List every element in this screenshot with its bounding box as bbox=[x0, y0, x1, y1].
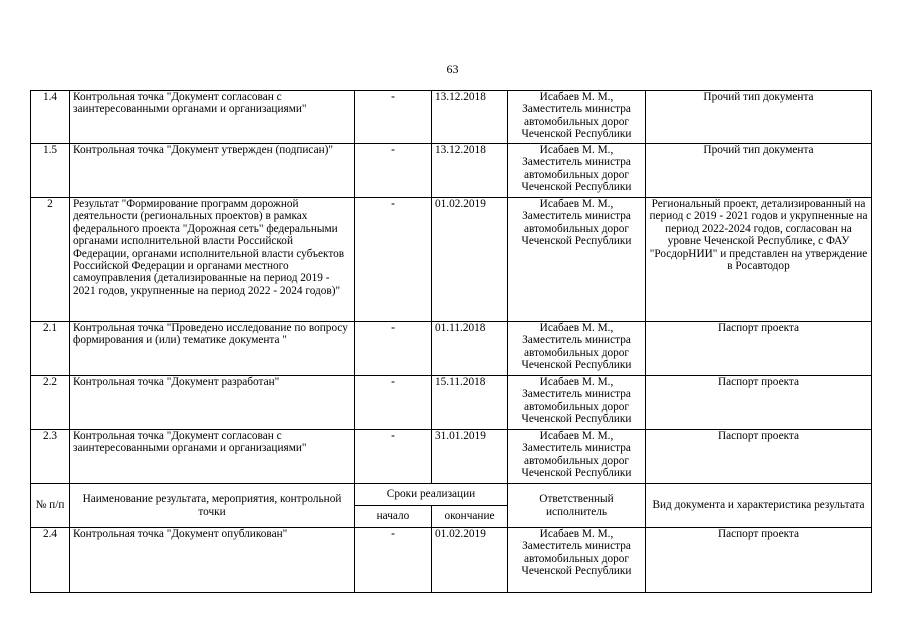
table-row bbox=[31, 528, 872, 593]
row-title: Контрольная точка "Документ разработан" bbox=[70, 376, 355, 430]
row-number: 2.1 bbox=[31, 322, 70, 376]
row-number: 1.4 bbox=[31, 91, 70, 144]
row-document: Прочий тип документа bbox=[646, 91, 872, 144]
row-executor: Исабаев М. М., Заместитель министра автомобильных дорог Чеченской Республики bbox=[508, 376, 646, 430]
plan-table bbox=[30, 90, 872, 593]
row-title: Контрольная точка "Документ опубликован" bbox=[70, 528, 355, 593]
table-row bbox=[31, 376, 872, 430]
header-executor: Ответственный исполнитель bbox=[508, 484, 646, 528]
row-title: Контрольная точка "Проведено исследование по вопросу формирования и (или) тематике документа " bbox=[70, 322, 355, 376]
row-start: - bbox=[355, 144, 432, 198]
row-number: 1.5 bbox=[31, 144, 70, 198]
row-document: Паспорт проекта bbox=[646, 528, 872, 593]
table-row bbox=[31, 322, 872, 376]
row-title: Результат "Формирование программ дорожной деятельности (региональных проектов) в рамках федерального проекта "Дорожная сеть" федеральными органами исполнительной власти Российской Федерации, органами исполнительной власти субъектов Российской Федерации и органами местного самоуправления (детализированные на период 2019 - 2021 годов, укрупненные на период 2022 - 2024 годов)" bbox=[70, 198, 355, 322]
row-start: - bbox=[355, 528, 432, 593]
row-start: - bbox=[355, 376, 432, 430]
header-start: начало bbox=[355, 506, 432, 528]
table-row bbox=[31, 91, 872, 144]
row-end: 01.11.2018 bbox=[432, 322, 508, 376]
header-name: Наименование результата, мероприятия, контрольной точки bbox=[70, 484, 355, 528]
row-start: - bbox=[355, 322, 432, 376]
row-start: - bbox=[355, 91, 432, 144]
page-number: 63 bbox=[446, 62, 459, 76]
row-executor: Исабаев М. М., Заместитель министра автомобильных дорог Чеченской Республики bbox=[508, 528, 646, 593]
row-start: - bbox=[355, 430, 432, 484]
row-number: 2.4 bbox=[31, 528, 70, 593]
row-start: - bbox=[355, 198, 432, 322]
header-end: окончание bbox=[432, 506, 508, 528]
row-number: 2 bbox=[31, 198, 70, 322]
row-document: Прочий тип документа bbox=[646, 144, 872, 198]
row-executor: Исабаев М. М., Заместитель министра автомобильных дорог Чеченской Республики bbox=[508, 144, 646, 198]
table-row bbox=[31, 430, 872, 484]
row-executor: Исабаев М. М., Заместитель министра автомобильных дорог Чеченской Республики bbox=[508, 91, 646, 144]
row-executor: Исабаев М. М., Заместитель министра автомобильных дорог Чеченской Республики bbox=[508, 198, 646, 322]
table-header-row bbox=[31, 484, 872, 506]
table-row bbox=[31, 144, 872, 198]
row-end: 15.11.2018 bbox=[432, 376, 508, 430]
row-document: Региональный проект, детализированный на период с 2019 - 2021 годов и укрупненные на период 2022-2024 годов, согласован на уровне Чеченской Республике, с ФАУ "РосдорНИИ" и представлен на утверждение в Росавтодор bbox=[646, 198, 872, 322]
row-document: Паспорт проекта bbox=[646, 430, 872, 484]
table-row bbox=[31, 198, 872, 322]
row-document: Паспорт проекта bbox=[646, 376, 872, 430]
header-document: Вид документа и характеристика результата bbox=[646, 484, 872, 528]
row-executor: Исабаев М. М., Заместитель министра автомобильных дорог Чеченской Республики bbox=[508, 322, 646, 376]
header-dates: Сроки реализации bbox=[355, 484, 508, 506]
row-end: 31.01.2019 bbox=[432, 430, 508, 484]
row-end: 01.02.2019 bbox=[432, 528, 508, 593]
row-document: Паспорт проекта bbox=[646, 322, 872, 376]
row-title: Контрольная точка "Документ согласован с заинтересованными органами и организациями" bbox=[70, 91, 355, 144]
row-end: 13.12.2018 bbox=[432, 144, 508, 198]
header-number: № п/п bbox=[31, 484, 70, 528]
row-number: 2.3 bbox=[31, 430, 70, 484]
row-executor: Исабаев М. М., Заместитель министра автомобильных дорог Чеченской Республики bbox=[508, 430, 646, 484]
row-title: Контрольная точка "Документ согласован с заинтересованными органами и организациями" bbox=[70, 430, 355, 484]
row-title: Контрольная точка "Документ утвержден (подписан)" bbox=[70, 144, 355, 198]
row-end: 13.12.2018 bbox=[432, 91, 508, 144]
row-end: 01.02.2019 bbox=[432, 198, 508, 322]
row-number: 2.2 bbox=[31, 376, 70, 430]
